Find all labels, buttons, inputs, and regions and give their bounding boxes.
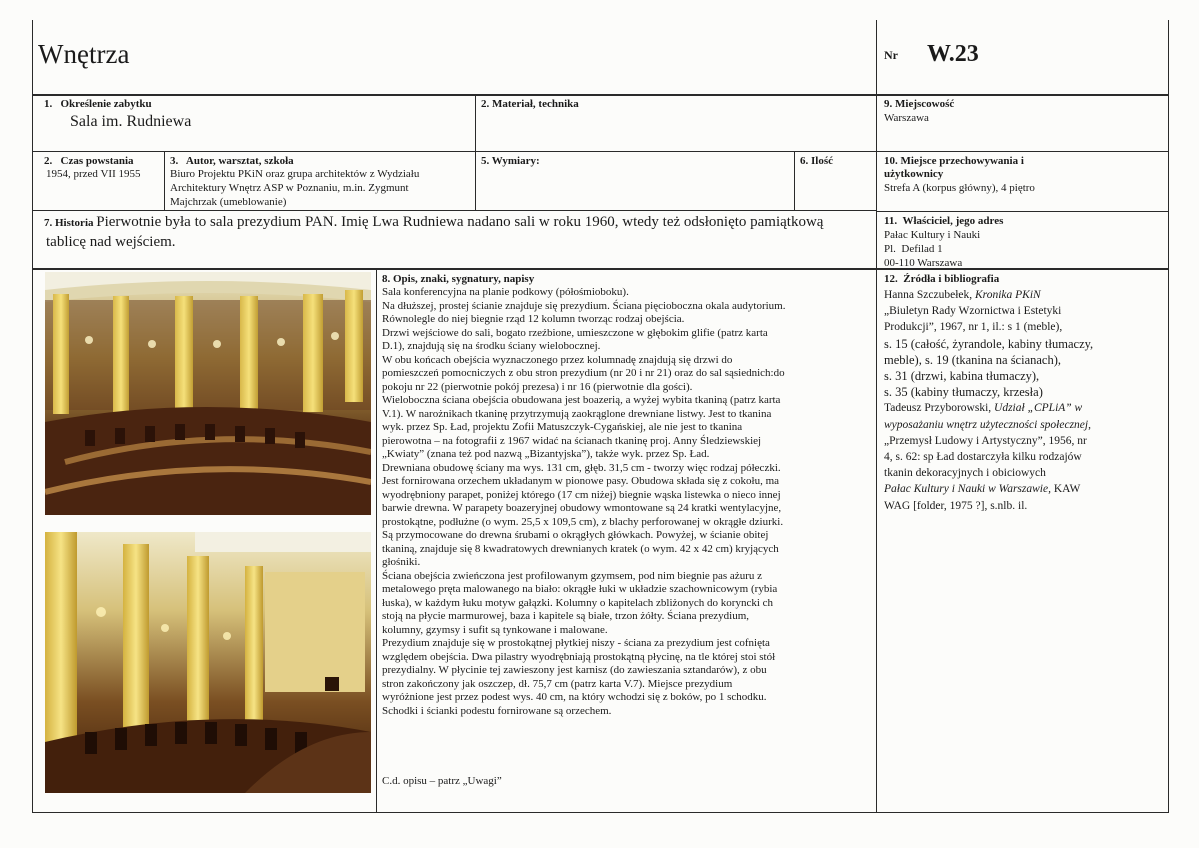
f1-value: Sala im. Rudniewa (70, 113, 192, 130)
bib-entry-2-line-3: „Przemysł Ludowy i Artystyczny”, 1956, nr (884, 434, 1087, 447)
interior-photo-1 (45, 272, 371, 515)
bib-entry-1-line-2: „Biuletyn Rady Wzornictwa i Estetyki (884, 305, 1062, 318)
col-line-photo (376, 270, 377, 813)
f10-label-2: użytkownicy (884, 168, 944, 180)
f10-label-1: 10. Miejsce przechowywania i (884, 155, 1024, 167)
f8-line: Drewniana obudowę ściany ma wys. 131 cm, głęb. 31,5 cm - tworzy więc rodzaj półeczki. (382, 461, 781, 474)
f8-line: wyk. przez Sp. Ład, projektu Zofii Matuszczyk-Cygańskiej, ale nie jest to tkanina (382, 421, 743, 433)
bib-entry-2-line-5: tkanin dekoracyjnych i obiciowych (884, 467, 1046, 480)
bib-entry-3: Pałac Kultury i Nauki w Warszawie, KAW (884, 483, 1081, 496)
f8-line: Są przymocowane do drewna śrubami o okrągłych główkach. Powyżej, w ścianie obitej (382, 529, 769, 541)
f8-line: Równolegle do niej biegnie rząd 12 kolumn tworząc rodzaj obejścia. (382, 313, 685, 325)
f11-line-1: Pałac Kultury i Nauki (884, 229, 981, 241)
f8-line: tkaniną, znajduje się 8 kwadratowych drewnianych kratek (o wym. 42 x 42 cm) kryjących (382, 542, 779, 555)
bib-entry-3-line-2: WAG [folder, 1975 ?], s.nlb. il. (884, 499, 1028, 512)
nr-value: W.23 (927, 41, 979, 67)
f3-line-3: Majchrzak (umeblowanie) (170, 196, 287, 208)
f9-value: Warszawa (884, 112, 929, 124)
row-line-1 (32, 94, 1169, 96)
f8-line: pierowotna – na fotografii z 1967 widać na ścianach tkaninę proj. Anny Śledziewskiej (382, 434, 762, 447)
f8-line: wyróżnione jest przez podest wys. 40 cm, na który wchodzi się z boków, po 1 schodku. (382, 691, 767, 703)
bib-entry-1-line-6: s. 31 (drzwi, kabina tłumaczy), (884, 369, 1040, 384)
f8-line: Prezydium znajduje się w prostokątnej płytkiej niszy - ściana za prezydium jest cofnięta (382, 637, 770, 649)
card-border-bottom (32, 812, 1169, 813)
f8-line: wyodrębniony parapet, poniżej którego (17 cm niżej) biegnie wąska listewka o nieco innej (382, 488, 781, 501)
card-border-right (1168, 20, 1169, 813)
f3-label: 3. Autor, warsztat, szkoła (170, 155, 294, 167)
f12-label: 12. Źródła i bibliografia (884, 273, 1000, 285)
f11-label: 11. Właściciel, jego adres (884, 215, 1004, 227)
f7-history (44, 213, 874, 232)
col-line-2 (164, 152, 165, 211)
f8-line: pokoju nr 22 (pierwotnie pokój prezesa) i nr 16 (pierwotnie dla gości). (382, 380, 693, 393)
bib-entry-1-line-5: meble), s. 19 (tkanina na ścianach), (884, 352, 1062, 367)
f8-line: Ściana obejścia zwieńczona jest profilowanym gzymsem, pod nim biegnie pas ażuru z (382, 569, 762, 582)
bib-entry-2-line-4: 4, s. 62: sp Ład dostarczyła kilku rodzajów (884, 451, 1082, 464)
row-line-3 (32, 210, 877, 211)
f8-line: Wieloboczna ściana obejścia obudowana jest boazerią, a wyżej wybita tkaniną (patrz karta (382, 394, 781, 406)
f6-label: 6. Ilość (800, 155, 833, 167)
f8-line: Sala konferencyjna na planie podkowy (półośmioboku). (382, 286, 629, 298)
f3-line-2: Architektury Wnętrz ASP w Poznaniu, m.in. Zygmunt (170, 182, 409, 194)
f8-line: metalowego pręta malowanego na biało: okrągłe łuki w układzie szachownicowym (rybia (382, 583, 778, 595)
f8-line: kolumny, gzymsy i sufit są tynkowane i malowane. (382, 623, 608, 636)
col-line-3 (794, 152, 795, 211)
f8-line: Drzwi wejściowe do sali, bogato rzeźbione, umieszczone w głębokim glifie (patrz karta (382, 326, 768, 339)
card-border-left (32, 20, 33, 813)
f8-label: 8. Opis, znaki, sygnatury, napisy (382, 273, 535, 285)
page-title: Wnętrza (38, 39, 130, 69)
f8-line: głośniki. (382, 556, 421, 568)
f7-label: 7. Historia (44, 217, 94, 229)
row-line-3-right (876, 211, 1169, 212)
f12-bibliography (884, 287, 1164, 514)
f8-line: V.1). W narożnikach tkaninę przytrzymują zaokrąglone drewniane listwy. Jest to tkanina (382, 407, 772, 420)
bib-entry-2-line-2: wyposażaniu wnętrz użyteczności społecznej, (884, 418, 1091, 431)
f8-line: prezydialny. W płycinie tej zawieszony jest karnisz (do zawieszania sztandarów), z obu (382, 664, 767, 676)
f8-line: „Kwiaty” (znana też pod nazwą „Bizantyjska”), także wyk. przez Sp. Ład. (382, 448, 710, 460)
f5-label: 5. Wymiary: (481, 155, 540, 167)
f11-line-2: Pl. Defilad 1 (884, 243, 943, 255)
f2b-label: 2. Czas powstania (44, 155, 134, 167)
row-line-4 (32, 268, 1169, 270)
f1-label: 1. Określenie zabytku (44, 98, 152, 110)
f8-line: D.1), znajdują się na środku ściany wielobocznej. (382, 340, 601, 352)
col-line-1 (475, 95, 476, 211)
f11-line-3: 00-110 Warszawa (884, 257, 963, 269)
bib-entry-1-line-3: Produkcji”, 1967, nr 1, il.: s 1 (meble), (884, 321, 1063, 334)
f2b-value: 1954, przed VII 1955 (46, 168, 141, 180)
f8-line: łuska), w każdym łuku motyw gałązki. Kolumny o kapitelach zbliżonych do koryncki ch (382, 596, 774, 609)
f8-line: Schodki i ścianki podestu fornirowane są orzechem. (382, 704, 612, 717)
interior-photo-2 (45, 532, 371, 793)
f10-value: Strefa A (korpus główny), 4 piętro (884, 182, 1035, 194)
bib-entry-1-line-4: s. 15 (całość, żyrandole, kabiny tłumaczy, (884, 336, 1094, 351)
f8-description (382, 286, 872, 718)
bib-entry-2: Tadeusz Przyborowski, Udział „CPLiA” w (884, 402, 1083, 415)
f8-line: W obu końcach obejścia wyznaczonego przez kolumnadę znajdują się drzwi do (382, 353, 733, 366)
f8-line: stron zakończony jak oszczep, dł. 75,7 cm (patrz karta V.7). Miejsce prezydium (382, 677, 733, 690)
f8-line: względem obejścia. Dwa pilastry wyodrębniają prostokątną płycinę, na tle której stoi stół (382, 650, 776, 663)
f9-label: 9. Miejscowość (884, 98, 955, 110)
f8-footer: C.d. opisu – patrz „Uwagi” (382, 775, 502, 787)
f8-line: prostokątne, podłużne (o wym. 25,5 x 109,5 cm), z blachy perforowanej w okrągłe dziurki. (382, 515, 784, 528)
bib-entry-1: Hanna Szczubełek, Kronika PKiN (884, 289, 1041, 301)
f2-label: 2. Materiał, technika (481, 98, 579, 110)
f8-line: pomieszczeń pomocniczych z obu stron prezydium (nr 20 i nr 21) oraz do sal sąsiednich:do (382, 367, 785, 379)
f7-line-2: tablicę nad wejściem. (46, 234, 176, 250)
f8-line: Na dłuższej, prostej ścianie znajduje się prezydium. Ściana pięcioboczna okala audytorium. (382, 299, 786, 312)
header-divider-vertical (876, 20, 877, 813)
bib-entry-1-line-7: s. 35 (kabiny tłumaczy, krzesła) (884, 385, 1043, 400)
f8-line: stoją na płycie marmurowej, baza i kapitele są białe, trzon żółty. Ściana prezydium, (382, 610, 750, 622)
f8-line: Jest fornirowana orzechem układanym w pionowe pasy. Obudowa składa się z cokołu, ma (382, 475, 780, 487)
nr-label: Nr (884, 48, 898, 62)
f8-line: barwie drewna. W parapety boazeryjnej obudowy wmontowane są 24 kratki wentylacyjne, (382, 502, 782, 514)
f3-line-1: Biuro Projektu PKiN oraz grupa architektów z Wydziału (170, 168, 420, 180)
f7-line-1: Pierwotnie była to sala prezydium PAN. Imię Lwa Rudniewa nadano sali w roku 1960, wtedy też odsłonięto pamiątkową (96, 214, 824, 230)
row-line-2 (32, 151, 1169, 152)
